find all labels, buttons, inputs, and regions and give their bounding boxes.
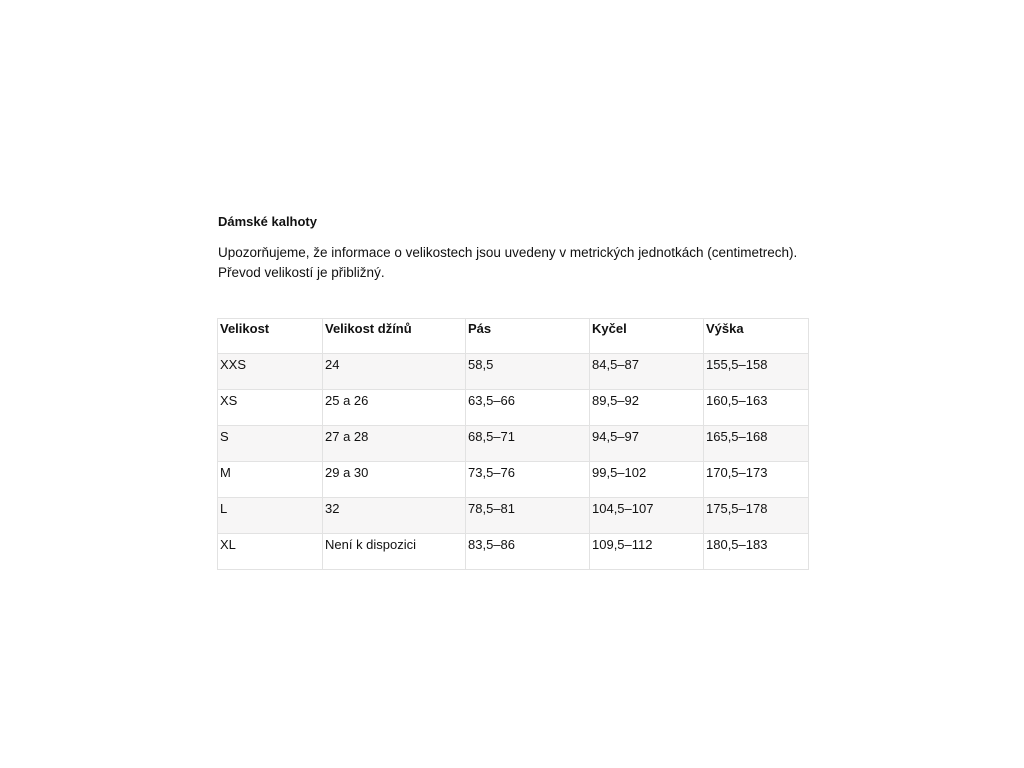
size-table (217, 318, 809, 570)
table-header-row (218, 319, 809, 354)
cell-velikost: M (218, 462, 323, 498)
cell-pas: 68,5–71 (466, 426, 590, 462)
cell-vyska: 170,5–173 (704, 462, 809, 498)
table-row (218, 534, 809, 570)
cell-pas: 78,5–81 (466, 498, 590, 534)
cell-kycel: 94,5–97 (590, 426, 704, 462)
page-title: Dámské kalhoty (218, 214, 317, 229)
cell-pas: 58,5 (466, 354, 590, 390)
table-row (218, 462, 809, 498)
intro-line: Převod velikostí je přibližný. (218, 265, 385, 280)
cell-velikost: XXS (218, 354, 323, 390)
cell-vyska: 180,5–183 (704, 534, 809, 570)
intro-text (218, 243, 818, 283)
cell-velikost: L (218, 498, 323, 534)
cell-velikost: S (218, 426, 323, 462)
cell-velikost-dzinu: 25 a 26 (323, 390, 466, 426)
header-pas: Pás (466, 319, 590, 354)
header-vyska: Výška (704, 319, 809, 354)
cell-velikost-dzinu: Není k dispozici (323, 534, 466, 570)
cell-velikost-dzinu: 27 a 28 (323, 426, 466, 462)
cell-kycel: 99,5–102 (590, 462, 704, 498)
cell-kycel: 89,5–92 (590, 390, 704, 426)
cell-vyska: 160,5–163 (704, 390, 809, 426)
cell-velikost: XL (218, 534, 323, 570)
cell-velikost-dzinu: 32 (323, 498, 466, 534)
cell-velikost: XS (218, 390, 323, 426)
cell-vyska: 175,5–178 (704, 498, 809, 534)
cell-kycel: 109,5–112 (590, 534, 704, 570)
table-row (218, 426, 809, 462)
header-velikost-dzinu: Velikost džínů (323, 319, 466, 354)
cell-pas: 73,5–76 (466, 462, 590, 498)
cell-velikost-dzinu: 24 (323, 354, 466, 390)
cell-velikost-dzinu: 29 a 30 (323, 462, 466, 498)
cell-kycel: 84,5–87 (590, 354, 704, 390)
cell-pas: 63,5–66 (466, 390, 590, 426)
table-row (218, 498, 809, 534)
table-row (218, 390, 809, 426)
header-velikost: Velikost (218, 319, 323, 354)
header-kycel: Kyčel (590, 319, 704, 354)
intro-line: Upozorňujeme, že informace o velikostech jsou uvedeny v metrických jednotkách (centimetrech). (218, 245, 798, 260)
cell-pas: 83,5–86 (466, 534, 590, 570)
cell-vyska: 165,5–168 (704, 426, 809, 462)
cell-vyska: 155,5–158 (704, 354, 809, 390)
table-row (218, 354, 809, 390)
cell-kycel: 104,5–107 (590, 498, 704, 534)
